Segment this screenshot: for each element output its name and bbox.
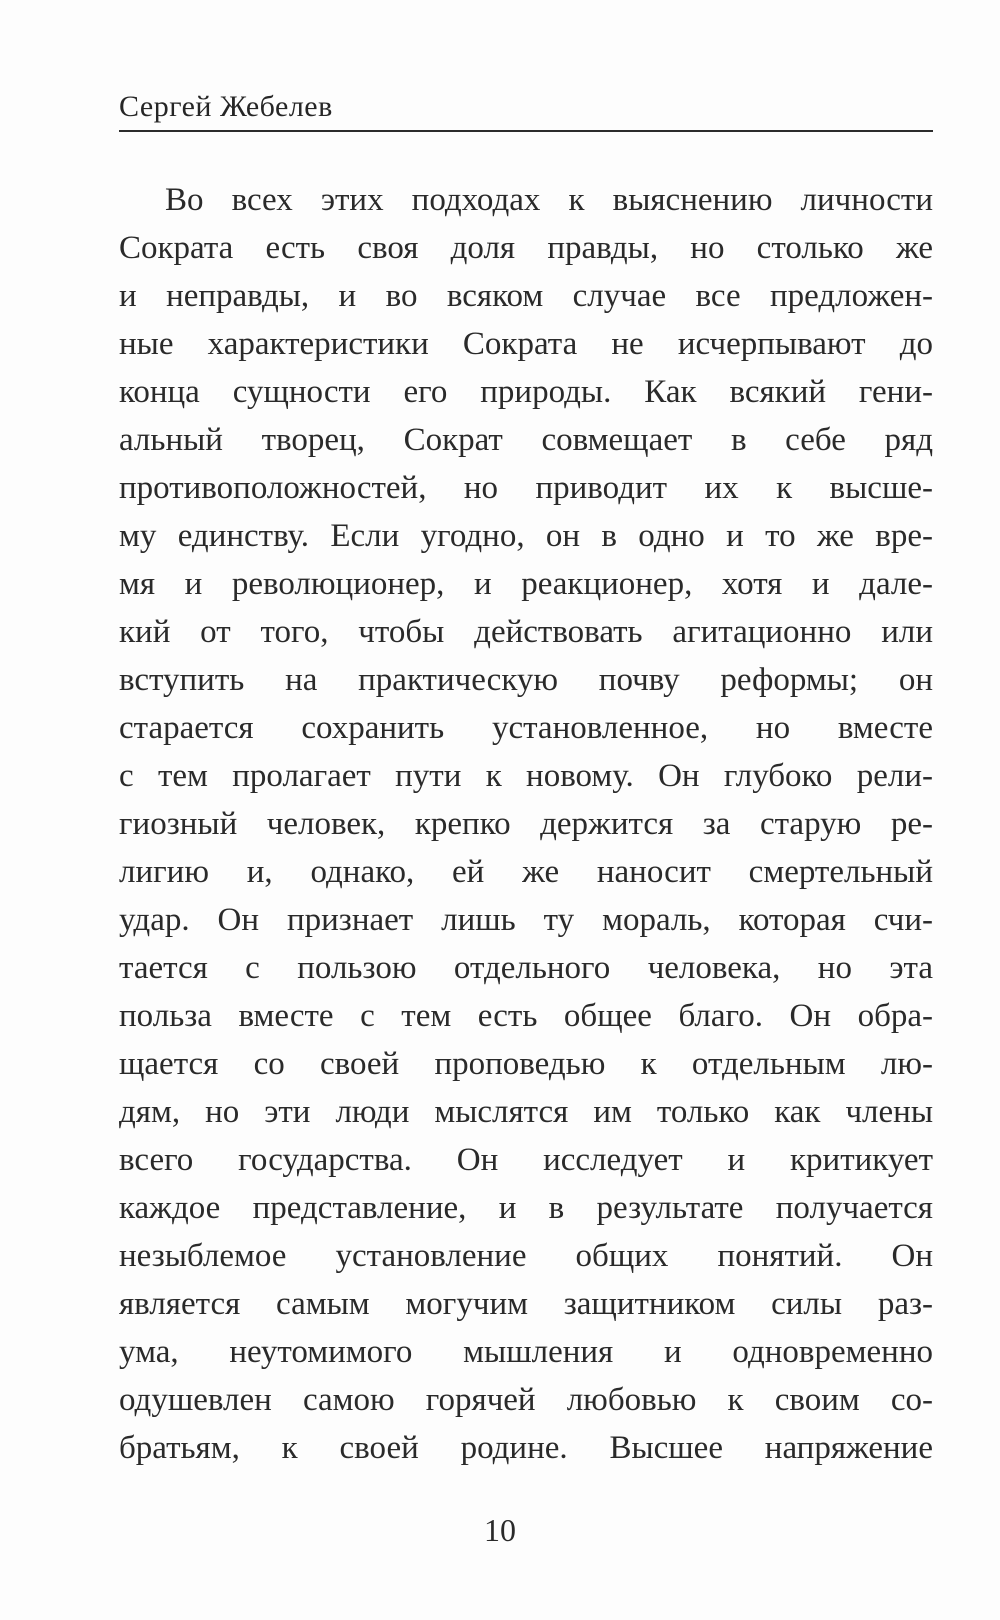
text-line: братьям, к своей родине. Высшее напряжение	[119, 1430, 933, 1466]
text-line: Во всех этих подходах к выяснению личности	[165, 182, 933, 218]
text-line: старается сохранить установленное, но вместе	[119, 710, 933, 746]
text-line: гиозный человек, крепко держится за старую ре-	[119, 806, 933, 842]
text-line: тается с пользою отдельного человека, но эта	[119, 950, 933, 986]
text-line: всего государства. Он исследует и критикует	[119, 1142, 933, 1178]
text-line: Сократа есть своя доля правды, но столько же	[119, 230, 933, 266]
page-number: 10	[484, 1512, 516, 1548]
body-text	[119, 176, 933, 1472]
text-line: альный творец, Сократ совмещает в себе ряд	[119, 422, 933, 458]
text-line: ума, неутомимого мышления и одновременно	[119, 1334, 933, 1370]
text-line: каждое представление, и в результате получается	[119, 1190, 933, 1226]
text-line: незыблемое установление общих понятий. Он	[119, 1238, 933, 1274]
text-line: ные характеристики Сократа не исчерпывают до	[119, 326, 933, 362]
text-line: удар. Он признает лишь ту мораль, которая счи-	[119, 902, 933, 938]
text-line: щается со своей проповедью к отдельным лю-	[119, 1046, 933, 1082]
text-line: вступить на практическую почву реформы; он	[119, 662, 933, 698]
running-head-author: Сергей Жебелев	[119, 84, 933, 132]
text-line: с тем пролагает пути к новому. Он глубоко рели-	[119, 758, 933, 794]
text-line: одушевлен самою горячей любовью к своим со-	[119, 1382, 933, 1418]
text-line: противоположностей, но приводит их к высше-	[119, 470, 933, 506]
text-line: мя и революционер, и реакционер, хотя и дале-	[119, 566, 933, 602]
text-line: конца сущности его природы. Как всякий гени-	[119, 374, 933, 410]
text-line: лигию и, однако, ей же наносит смертельный	[119, 854, 933, 890]
text-line: польза вместе с тем есть общее благо. Он обра-	[119, 998, 933, 1034]
text-line: му единству. Если угодно, он в одно и то же вре-	[119, 518, 933, 554]
text-line: и неправды, и во всяком случае все предложен-	[119, 278, 933, 314]
text-line: является самым могучим защитником силы раз-	[119, 1286, 933, 1322]
text-line: дям, но эти люди мыслятся им только как члены	[119, 1094, 933, 1130]
text-line: кий от того, чтобы действовать агитационно или	[119, 614, 933, 650]
